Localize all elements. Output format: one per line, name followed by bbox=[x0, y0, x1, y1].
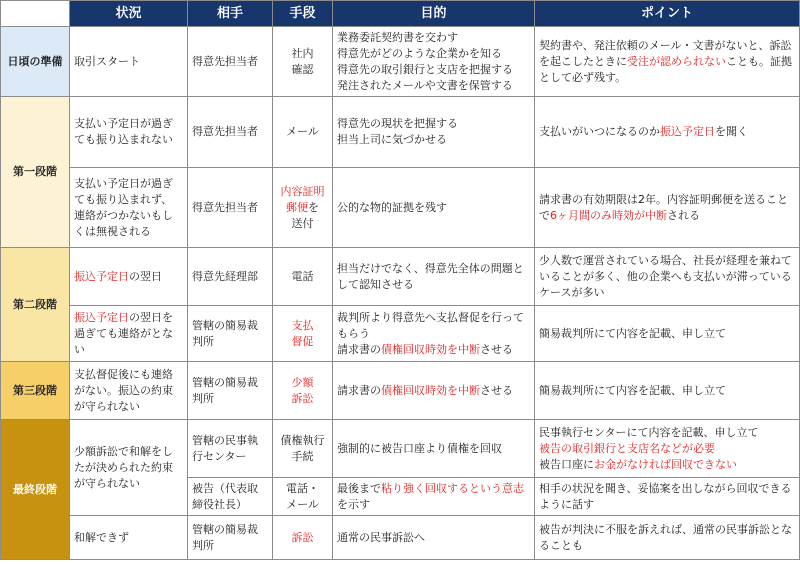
point-highlight: 被告の取引銀行と支店名などが必要 bbox=[539, 441, 715, 455]
purpose-line: 得意先がどのような企業かを知る bbox=[337, 46, 502, 60]
purpose-highlight: 債権回収時効を中断 bbox=[381, 383, 480, 397]
point-cell: 少人数で運営されている場合、社長が経理を兼ねていることが多く、他の企業へも支払いが滞っているケースが多い bbox=[535, 248, 800, 306]
purpose-cell: 公的な物的証拠を残す bbox=[333, 168, 535, 248]
purpose-line: 得意先の現状を把握する bbox=[337, 117, 458, 130]
means-highlight: 少額 bbox=[291, 375, 314, 389]
party-cell: 管轄の民事執行センター bbox=[188, 420, 273, 478]
header-point: ポイント bbox=[535, 1, 800, 27]
means-cell bbox=[273, 306, 333, 362]
purpose-text: 最後まで bbox=[337, 481, 381, 495]
party-cell: 得意先経理部 bbox=[188, 248, 273, 306]
purpose-line: 裁判所より得意先へ支払督促を行ってもらう bbox=[337, 310, 524, 340]
purpose-cell bbox=[333, 362, 535, 420]
party-cell: 管轄の簡易裁判所 bbox=[188, 306, 273, 362]
table-row bbox=[1, 306, 800, 362]
means-highlight: 訴訟 bbox=[291, 391, 314, 405]
purpose-line: 得意先の取引銀行と支店を把握する bbox=[337, 62, 513, 76]
purpose-cell bbox=[333, 27, 535, 97]
situation-cell bbox=[70, 306, 188, 362]
purpose-cell: 強制的に被告口座より債権を回収 bbox=[333, 420, 535, 478]
table-row bbox=[1, 168, 800, 248]
table-row bbox=[1, 362, 800, 420]
situation-cell: 支払督促後にも連絡がない。振込の約束が守られない bbox=[70, 362, 188, 420]
table-row bbox=[1, 516, 800, 560]
means-highlight: 内容証明 bbox=[280, 184, 325, 198]
header-means: 手段 bbox=[273, 1, 333, 27]
party-cell: 得意先担当者 bbox=[188, 27, 273, 97]
means-line: メール bbox=[286, 497, 319, 511]
point-cell bbox=[535, 97, 800, 168]
header-row bbox=[1, 1, 800, 27]
means-cell bbox=[273, 168, 333, 248]
stage-daily-preparation: 日頃の準備 bbox=[1, 27, 70, 97]
table-row bbox=[1, 27, 800, 97]
point-text: ことも。証拠として必ず残す。 bbox=[539, 54, 792, 84]
point-highlight: 振込予定日 bbox=[660, 125, 715, 138]
purpose-text: 請求書の bbox=[337, 342, 381, 356]
party-cell: 得意先担当者 bbox=[188, 168, 273, 248]
purpose-cell: 担当だけでなく、得意先全体の問題として認知させる bbox=[333, 248, 535, 306]
means-cell: メール bbox=[273, 97, 333, 168]
means-highlight: 督促 bbox=[291, 334, 314, 348]
purpose-text: させる bbox=[480, 383, 513, 397]
stage-first: 第一段階 bbox=[1, 97, 70, 248]
means-line: 送付 bbox=[291, 216, 314, 230]
point-highlight: お金がなければ回収できない bbox=[594, 457, 737, 471]
means-line: 手続 bbox=[291, 449, 314, 463]
situation-cell: 支払い予定日が過ぎても振り込まれない bbox=[70, 97, 188, 168]
situation-cell: 取引スタート bbox=[70, 27, 188, 97]
means-highlight: 支払 bbox=[291, 318, 314, 332]
party-cell: 被告（代表取締役社長） bbox=[188, 478, 273, 516]
point-cell bbox=[535, 168, 800, 248]
situation-cell: 支払い予定日が過ぎても振り込まれず、連絡がつかないもしくは無視される bbox=[70, 168, 188, 248]
purpose-cell: 通常の民事訴訟へ bbox=[333, 516, 535, 560]
stage-third: 第三段階 bbox=[1, 362, 70, 420]
purpose-line: 業務委託契約書を交わす bbox=[337, 30, 458, 44]
means-line: 電話・ bbox=[286, 481, 319, 495]
party-cell: 管轄の簡易裁判所 bbox=[188, 362, 273, 420]
party-cell: 管轄の簡易裁判所 bbox=[188, 516, 273, 560]
situation-text: の翌日を過ぎても連絡がとない bbox=[74, 310, 173, 356]
stage-second: 第二段階 bbox=[1, 248, 70, 362]
purpose-text: を示す bbox=[337, 497, 370, 511]
point-text: 被告口座に bbox=[539, 457, 594, 471]
purpose-highlight: 債権回収時効を中断 bbox=[381, 342, 480, 356]
header-party: 相手 bbox=[188, 1, 273, 27]
means-line: 社内 bbox=[291, 46, 314, 60]
purpose-cell bbox=[333, 478, 535, 516]
purpose-cell bbox=[333, 97, 535, 168]
table-row bbox=[1, 248, 800, 306]
purpose-text: させる bbox=[480, 342, 513, 356]
point-text: 支払いがいつになるのか bbox=[539, 125, 660, 138]
point-cell: 相手の状況を聞き、妥協案を出しながら回収できるように話す bbox=[535, 478, 800, 516]
point-line: 民事執行センターにて内容を記載、申し立て bbox=[539, 425, 759, 439]
situation-cell bbox=[70, 248, 188, 306]
point-highlight: 受注が認められない bbox=[627, 54, 726, 68]
purpose-text: 請求書の bbox=[337, 383, 381, 397]
situation-cell: 少額訴訟で和解をしたが決められた約束が守られない bbox=[70, 420, 188, 516]
point-text: 契約書や、発注依頼のメール・文書がないと、訴訟を起こしたときに bbox=[539, 38, 792, 68]
purpose-line: 発注されたメールや文書を保管する bbox=[337, 78, 513, 92]
point-text: 請求書の有効期限は2年。内容証明郵便を送ることで bbox=[539, 192, 788, 222]
purpose-line: 担当上司に気づかせる bbox=[337, 133, 447, 146]
purpose-cell bbox=[333, 306, 535, 362]
point-cell: 簡易裁判所にて内容を記載、申し立て bbox=[535, 306, 800, 362]
means-cell bbox=[273, 420, 333, 478]
stage-final: 最終段階 bbox=[1, 420, 70, 560]
means-cell bbox=[273, 27, 333, 97]
point-cell: 簡易裁判所にて内容を記載、申し立て bbox=[535, 362, 800, 420]
party-cell: 得意先担当者 bbox=[188, 97, 273, 168]
point-cell: 被告が判決に不服を訴えれば、通常の民事訴訟となることも bbox=[535, 516, 800, 560]
means-line: 確認 bbox=[291, 62, 314, 76]
situation-text: の翌日 bbox=[129, 269, 162, 283]
means-cell bbox=[273, 362, 333, 420]
point-text: を聞く bbox=[715, 125, 748, 138]
point-highlight: 6ヶ月間のみ時効が中断 bbox=[550, 208, 667, 222]
situation-cell: 和解できず bbox=[70, 516, 188, 560]
point-text: される bbox=[667, 208, 700, 222]
table-row bbox=[1, 420, 800, 478]
situation-highlight: 振込予定日 bbox=[74, 310, 129, 324]
header-situation: 状況 bbox=[70, 1, 188, 27]
point-cell bbox=[535, 27, 800, 97]
means-text: を bbox=[308, 200, 319, 214]
header-corner bbox=[1, 1, 70, 27]
header-purpose: 目的 bbox=[333, 1, 535, 27]
table-row bbox=[1, 97, 800, 168]
means-cell: 電話 bbox=[273, 248, 333, 306]
point-cell bbox=[535, 420, 800, 478]
means-cell bbox=[273, 478, 333, 516]
situation-highlight: 振込予定日 bbox=[74, 269, 129, 283]
means-highlight: 郵便 bbox=[286, 200, 308, 214]
purpose-highlight: 粘り強く回収するという意志 bbox=[381, 481, 524, 495]
means-cell: 訴訟 bbox=[273, 516, 333, 560]
means-line: 債権執行 bbox=[280, 433, 325, 447]
